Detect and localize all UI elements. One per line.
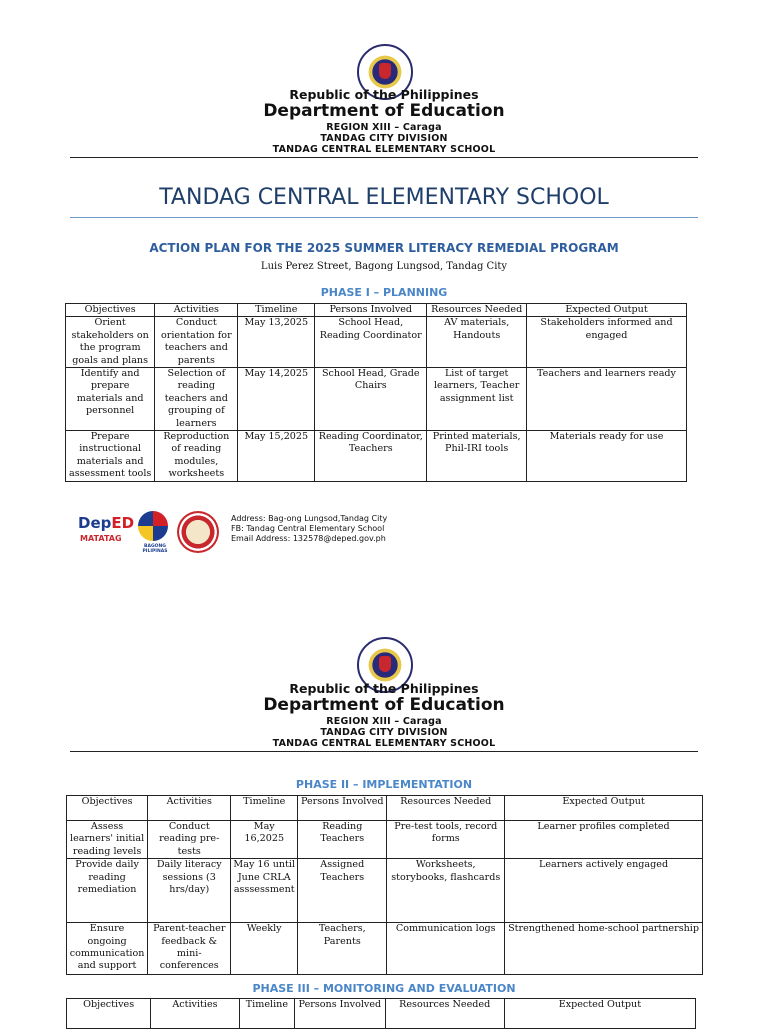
cell: May 16 until June CRLA asssessment — [231, 859, 298, 923]
cell: List of target learners, Teacher assignment list — [427, 368, 527, 431]
table-header-row — [67, 796, 703, 821]
cell: AV materials, Handouts — [427, 317, 527, 368]
school-address: Luis Perez Street, Bagong Lungsod, Tandag City — [260, 261, 508, 272]
cell: Orient stakeholders on the program goals and plans — [66, 317, 155, 368]
region-label: REGION XIII – Caraga — [326, 122, 442, 133]
cell: Strengthened home-school partnership — [505, 923, 703, 975]
footer-contact — [231, 514, 387, 544]
cell: May 16,2025 — [231, 821, 298, 859]
col-resources: Resources Needed — [427, 304, 527, 317]
cell: Learner profiles completed — [505, 821, 703, 859]
cell: Provide daily reading remediation — [67, 859, 148, 923]
table-row — [67, 859, 703, 923]
cell: Conduct orientation for teachers and parents — [155, 317, 238, 368]
school-seal-icon — [177, 511, 219, 553]
cell: Assess learners' initial reading levels — [67, 821, 148, 859]
cell: Reproduction of reading modules, worksheets — [155, 431, 238, 482]
republic-label: Republic of the Philippines — [289, 681, 479, 696]
cell: Daily literacy sessions (3 hrs/day) — [148, 859, 231, 923]
bagong-pilipinas-caption: BAGONG PILIPINAS — [142, 544, 168, 554]
col-objectives: Objectives — [67, 796, 148, 821]
cell: School Head, Reading Coordinator — [315, 317, 427, 368]
phase3-table — [66, 998, 696, 1029]
phase3-title: PHASE III – MONITORING AND EVALUATION — [252, 982, 516, 995]
col-resources: Resources Needed — [385, 999, 504, 1029]
table-row — [66, 431, 687, 482]
table-header-row — [67, 999, 696, 1029]
action-plan-title: ACTION PLAN FOR THE 2025 SUMMER LITERACY REMEDIAL PROGRAM — [149, 241, 619, 255]
cell: Worksheets, storybooks, flashcards — [387, 859, 505, 923]
header-divider — [70, 751, 698, 752]
cell: Identify and prepare materials and personnel — [66, 368, 155, 431]
matatag-logo: MATATAG — [80, 534, 122, 543]
table-header-row — [66, 304, 687, 317]
cell: Weekly — [231, 923, 298, 975]
table-row — [66, 317, 687, 368]
phase2-table — [66, 795, 703, 975]
col-objectives: Objectives — [67, 999, 151, 1029]
cell: May 13,2025 — [238, 317, 315, 368]
col-output: Expected Output — [527, 304, 687, 317]
cell: Reading Teachers — [298, 821, 387, 859]
cell: Ensure ongoing communication and support — [67, 923, 148, 975]
deped-logo: DepED — [78, 514, 135, 532]
republic-label: Republic of the Philippines — [289, 87, 479, 102]
phase1-title: PHASE I – PLANNING — [320, 286, 448, 299]
school-title: TANDAG CENTRAL ELEMENTARY SCHOOL — [159, 185, 609, 210]
phase2-title: PHASE II – IMPLEMENTATION — [295, 778, 473, 791]
col-activities: Activities — [155, 304, 238, 317]
bagong-pilipinas-logo — [135, 508, 171, 554]
cell: May 15,2025 — [238, 431, 315, 482]
col-objectives: Objectives — [66, 304, 155, 317]
cell: May 14,2025 — [238, 368, 315, 431]
department-label: Department of Education — [263, 695, 505, 715]
footer-fb: FB: Tandag Central Elementary School — [231, 524, 385, 533]
col-output: Expected Output — [505, 796, 703, 821]
col-timeline: Timeline — [231, 796, 298, 821]
cell: Communication logs — [387, 923, 505, 975]
col-output: Expected Output — [504, 999, 695, 1029]
cell: Selection of reading teachers and grouping of learners — [155, 368, 238, 431]
cell: Parent-teacher feedback & mini-conferences — [148, 923, 231, 975]
cell: Stakeholders informed and engaged — [527, 317, 687, 368]
school-label: TANDAG CENTRAL ELEMENTARY SCHOOL — [272, 144, 496, 155]
col-activities: Activities — [151, 999, 239, 1029]
cell: Assigned Teachers — [298, 859, 387, 923]
footer-address: Address: Bag-ong Lungsod,Tandag City — [231, 514, 388, 523]
division-label: TANDAG CITY DIVISION — [320, 133, 448, 144]
cell: Pre-test tools, record forms — [387, 821, 505, 859]
cell: Teachers and learners ready — [527, 368, 687, 431]
col-persons: Persons Involved — [315, 304, 427, 317]
cell: Materials ready for use — [527, 431, 687, 482]
cell: Conduct reading pre-tests — [148, 821, 231, 859]
cell: Learners actively engaged — [505, 859, 703, 923]
table-row — [67, 923, 703, 975]
department-label: Department of Education — [263, 101, 505, 121]
phase1-table — [65, 303, 687, 482]
header-divider — [70, 157, 698, 158]
cell: Teachers, Parents — [298, 923, 387, 975]
col-timeline: Timeline — [238, 304, 315, 317]
cell: Prepare instructional materials and assessment tools — [66, 431, 155, 482]
table-row — [67, 821, 703, 859]
cell: School Head, Grade Chairs — [315, 368, 427, 431]
cell: Reading Coordinator, Teachers — [315, 431, 427, 482]
cell: Printed materials, Phil-IRI tools — [427, 431, 527, 482]
footer-email: Email Address: 132578@deped.gov.ph — [231, 534, 386, 543]
division-label: TANDAG CITY DIVISION — [320, 727, 448, 738]
col-persons: Persons Involved — [298, 796, 387, 821]
school-label: TANDAG CENTRAL ELEMENTARY SCHOOL — [272, 738, 496, 749]
table-row — [66, 368, 687, 431]
region-label: REGION XIII – Caraga — [326, 716, 442, 727]
sun-icon — [138, 511, 168, 541]
col-persons: Persons Involved — [295, 999, 385, 1029]
col-timeline: Timeline — [239, 999, 295, 1029]
col-activities: Activities — [148, 796, 231, 821]
title-divider — [70, 217, 698, 218]
col-resources: Resources Needed — [387, 796, 505, 821]
